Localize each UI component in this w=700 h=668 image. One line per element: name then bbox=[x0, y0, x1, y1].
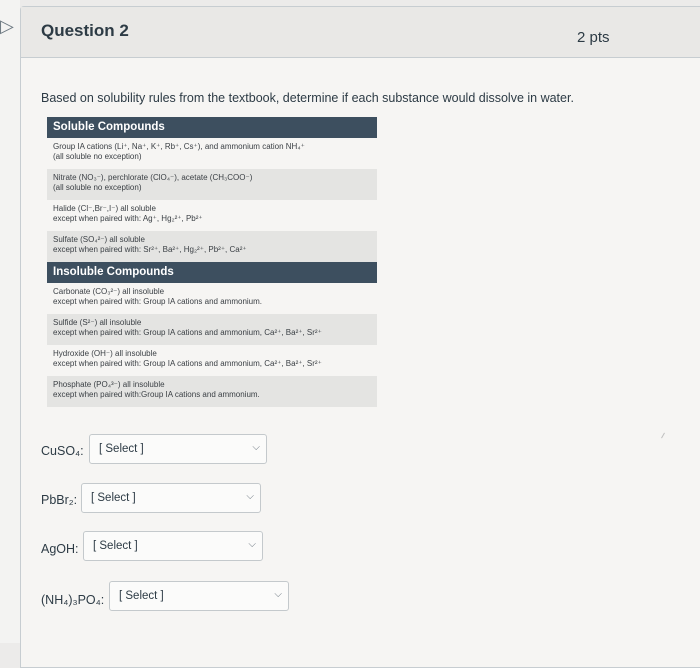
rule-exception: (all soluble no exception) bbox=[53, 183, 142, 192]
question-title: Question 2 bbox=[41, 21, 129, 40]
insoluble-header: Insoluble Compounds bbox=[47, 262, 377, 283]
table-row bbox=[47, 376, 377, 407]
rule-text: Hydroxide (OH⁻) all insoluble bbox=[53, 349, 157, 358]
rule-exception: (all soluble no exception) bbox=[53, 152, 142, 161]
table-row bbox=[47, 169, 377, 200]
answer-label-agoh: AgOH: bbox=[41, 542, 79, 556]
select-value: [ Select ] bbox=[119, 590, 164, 602]
rule-exception: except when paired with: Sr²⁺, Ba²⁺, Hg₂²⁺, Pb²⁺, Ca²⁺ bbox=[53, 245, 247, 254]
soluble-header: Soluble Compounds bbox=[47, 117, 377, 138]
rule-exception: except when paired with:Group IA cations and ammonium. bbox=[53, 390, 260, 399]
chevron-down-icon: ⌵ bbox=[252, 442, 260, 453]
question-prompt: Based on solubility rules from the textbook, determine if each substance would dissolve in water. bbox=[41, 91, 574, 105]
question-points: 2 pts bbox=[577, 29, 610, 46]
table-row bbox=[47, 314, 377, 345]
question-header bbox=[21, 7, 700, 58]
chevron-down-icon: ⌵ bbox=[274, 589, 282, 600]
table-row bbox=[47, 138, 377, 169]
rule-exception: except when paired with: Ag⁺, Hg₂²⁺, Pb²⁺ bbox=[53, 214, 203, 223]
table-row bbox=[47, 345, 377, 376]
answer-select-nh4-3po4[interactable] bbox=[109, 581, 289, 611]
rule-text: Nitrate (NO₃⁻), perchlorate (ClO₄⁻), acetate (CH₃COO⁻) bbox=[53, 173, 253, 182]
rule-text: Carbonate (CO₃²⁻) all insoluble bbox=[53, 287, 165, 296]
table-row bbox=[47, 231, 377, 262]
rule-exception: except when paired with: Group IA cations and ammonium, Ca²⁺, Ba²⁺, Sr²⁺ bbox=[53, 359, 322, 368]
flag-icon: ▷ bbox=[0, 16, 14, 36]
rule-exception: except when paired with: Group IA cations and ammonium, Ca²⁺, Ba²⁺, Sr²⁺ bbox=[53, 328, 322, 337]
select-value: [ Select ] bbox=[91, 492, 136, 504]
rule-text: Phosphate (PO₄³⁻) all insoluble bbox=[53, 380, 165, 389]
rule-text: Sulfide (S²⁻) all insoluble bbox=[53, 318, 142, 327]
answer-label-cuso4: CuSO₄: bbox=[41, 444, 84, 458]
answer-select-cuso4[interactable] bbox=[89, 434, 267, 464]
select-value: [ Select ] bbox=[99, 443, 144, 455]
left-edge bbox=[0, 0, 20, 643]
question-card bbox=[20, 6, 700, 668]
answer-select-pbbr2[interactable] bbox=[81, 483, 261, 513]
rule-text: Sulfate (SO₄²⁻) all soluble bbox=[53, 235, 145, 244]
rule-exception: except when paired with: Group IA cations and ammonium. bbox=[53, 297, 262, 306]
table-row bbox=[47, 283, 377, 314]
solubility-rules-table bbox=[47, 117, 377, 407]
table-row bbox=[47, 200, 377, 231]
chevron-down-icon: ⌵ bbox=[246, 491, 254, 502]
answer-label-nh4-3po4: (NH₄)₃PO₄: bbox=[41, 593, 105, 607]
chevron-down-icon: ⌵ bbox=[248, 539, 256, 550]
rule-text: Halide (Cl⁻,Br⁻,I⁻) all soluble bbox=[53, 204, 156, 213]
rule-text: Group IA cations (Li⁺, Na⁺, K⁺, Rb⁺, Cs⁺), and ammonium cation NH₄⁺ bbox=[53, 142, 305, 151]
select-value: [ Select ] bbox=[93, 540, 138, 552]
answer-label-pbbr2: PbBr₂: bbox=[41, 493, 78, 507]
answer-select-agoh[interactable] bbox=[83, 531, 263, 561]
